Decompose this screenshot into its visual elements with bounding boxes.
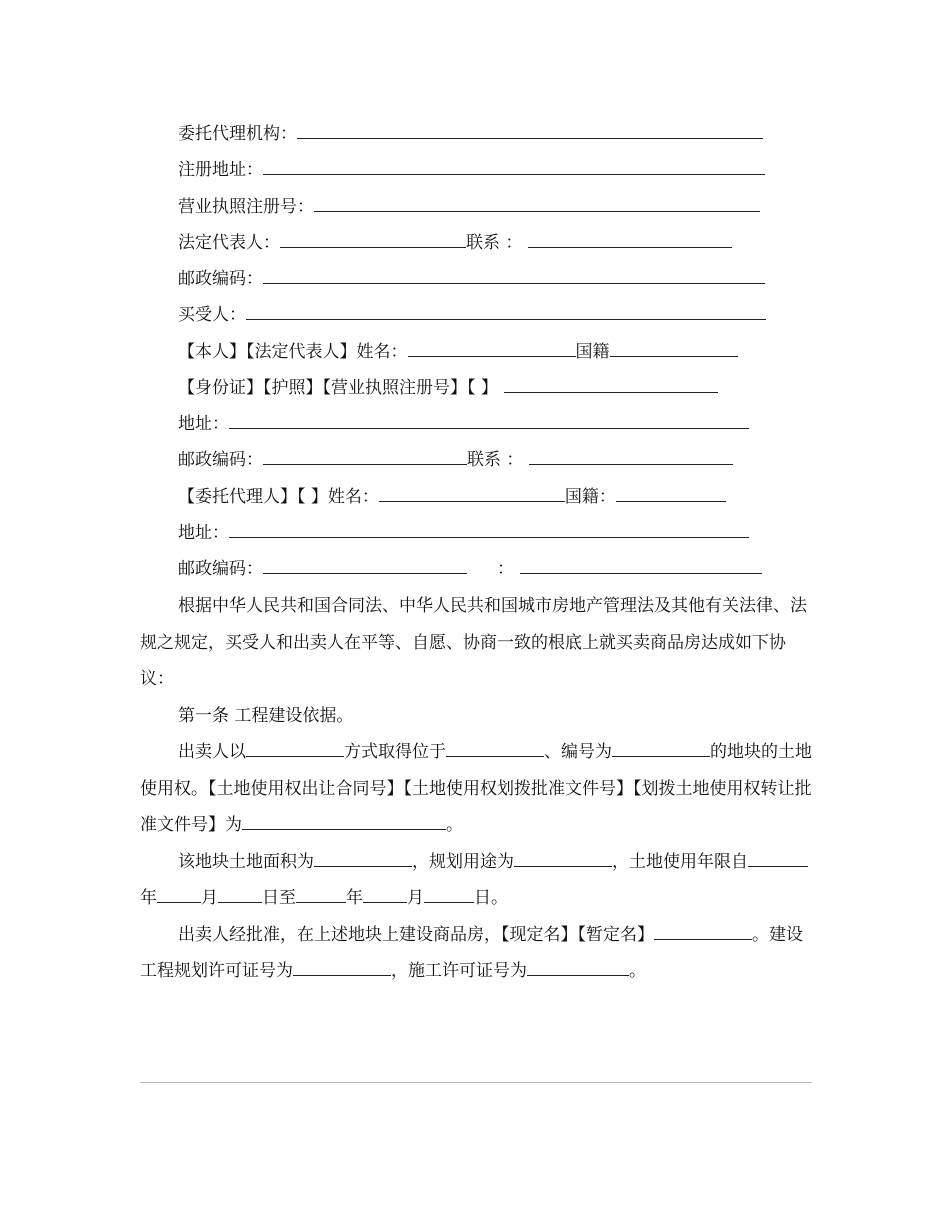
field-label: 邮政编码： — [178, 269, 263, 289]
agent-contact-blank[interactable] — [520, 555, 762, 574]
license-no-blank[interactable] — [314, 193, 760, 212]
intro-paragraph: 根据中华人民共和国合同法、中华人民共和国城市房地产管理法及其他有关法律、法规之规定，买受人和出卖人在平等、自愿、协商一致的根底上就买卖商品房达成如下协议： — [140, 596, 807, 689]
contact-label: ： — [497, 559, 514, 579]
agent-nationality-blank[interactable] — [616, 483, 726, 502]
article-1-title: 第一条 工程建设依据。 — [178, 705, 354, 726]
field-label: 买受人： — [178, 305, 246, 325]
project-name-blank[interactable] — [654, 921, 752, 940]
agency-blank[interactable] — [297, 120, 763, 139]
construction-permit-blank[interactable] — [527, 957, 629, 976]
field-label: 地址： — [178, 414, 229, 434]
end-year-blank[interactable] — [296, 884, 346, 903]
field-label: 营业执照注册号： — [178, 197, 314, 217]
contact-label: 联系 ： — [467, 450, 524, 470]
postcode-field — [178, 265, 765, 289]
buyer-address-field — [178, 410, 749, 434]
agent-name-blank[interactable] — [379, 483, 565, 502]
nationality-label: 国籍： — [564, 487, 616, 507]
lot-number-blank[interactable] — [612, 738, 710, 757]
field-label: 邮政编码： — [178, 559, 263, 579]
nationality-blank[interactable] — [610, 338, 738, 357]
field-label: 法定代表人： — [178, 233, 280, 253]
location-blank[interactable] — [446, 738, 544, 757]
buyer-postcode-blank[interactable] — [263, 446, 467, 465]
license-no-field — [178, 193, 760, 217]
buyer-contact-blank[interactable] — [529, 446, 733, 465]
start-year-blank[interactable] — [748, 848, 808, 867]
footer-divider — [140, 1082, 812, 1083]
reg-address-blank[interactable] — [263, 156, 765, 175]
buyer-blank[interactable] — [246, 301, 766, 320]
field-label: 【身份证】【护照】【营业执照注册号】【 】 — [178, 378, 498, 398]
agent-address-field — [178, 519, 749, 543]
buyer-id-blank[interactable] — [504, 374, 718, 393]
contact-label: 联系 ： — [466, 233, 523, 253]
buyer-address-blank[interactable] — [229, 410, 749, 429]
article-1-paragraph-3: 出卖人经批准，在上述地块上建设商品房，【现定名】【暂定名】 。建设工程规划许可证号为 ，施工许可证号为 。 — [140, 917, 812, 990]
field-label: 委托代理机构： — [178, 124, 297, 144]
legal-rep-field — [178, 229, 732, 253]
reg-address-field — [178, 156, 765, 180]
contact-blank[interactable] — [528, 229, 732, 248]
legal-rep-blank[interactable] — [280, 229, 466, 248]
contract-body — [140, 588, 812, 990]
start-day-blank[interactable] — [218, 884, 262, 903]
agent-postcode-field — [178, 555, 762, 579]
buyer-field — [178, 301, 766, 325]
postcode-blank[interactable] — [263, 265, 765, 284]
planned-use-blank[interactable] — [514, 848, 612, 867]
contract-number-blank[interactable] — [242, 811, 446, 830]
end-month-blank[interactable] — [363, 884, 407, 903]
article-1-paragraph-1: 出卖人以 方式取得位于 、编号为 的地块的土地使用权。【土地使用权出让合同号】【土地使用权划拨批准文件号】【划拨土地使用权转让批准文件号】为 。 — [140, 734, 812, 844]
agent-postcode-blank[interactable] — [263, 555, 467, 574]
end-day-blank[interactable] — [424, 884, 474, 903]
field-label: 【本人】【法定代表人】姓名： — [178, 342, 408, 362]
buyer-postcode-field — [178, 446, 733, 470]
buyer-name-blank[interactable] — [408, 338, 576, 357]
buyer-id-field — [178, 374, 718, 398]
agency-field — [178, 120, 763, 144]
start-month-blank[interactable] — [157, 884, 201, 903]
land-area-blank[interactable] — [314, 848, 412, 867]
field-label: 邮政编码： — [178, 450, 263, 470]
field-label: 【委托代理人】【 】姓名： — [178, 487, 379, 507]
agent-name-field — [178, 483, 726, 507]
method-blank[interactable] — [246, 738, 344, 757]
planning-permit-blank[interactable] — [293, 957, 391, 976]
field-label: 地址： — [178, 523, 229, 543]
agent-address-blank[interactable] — [229, 519, 749, 538]
buyer-name-field — [178, 338, 738, 362]
field-label: 注册地址： — [178, 160, 263, 180]
article-1-paragraph-2: 该地块土地面积为 ，规划用途为 ，土地使用年限自年 月 日至 年 月 日。 — [140, 844, 812, 917]
nationality-label: 国籍 — [575, 342, 610, 362]
